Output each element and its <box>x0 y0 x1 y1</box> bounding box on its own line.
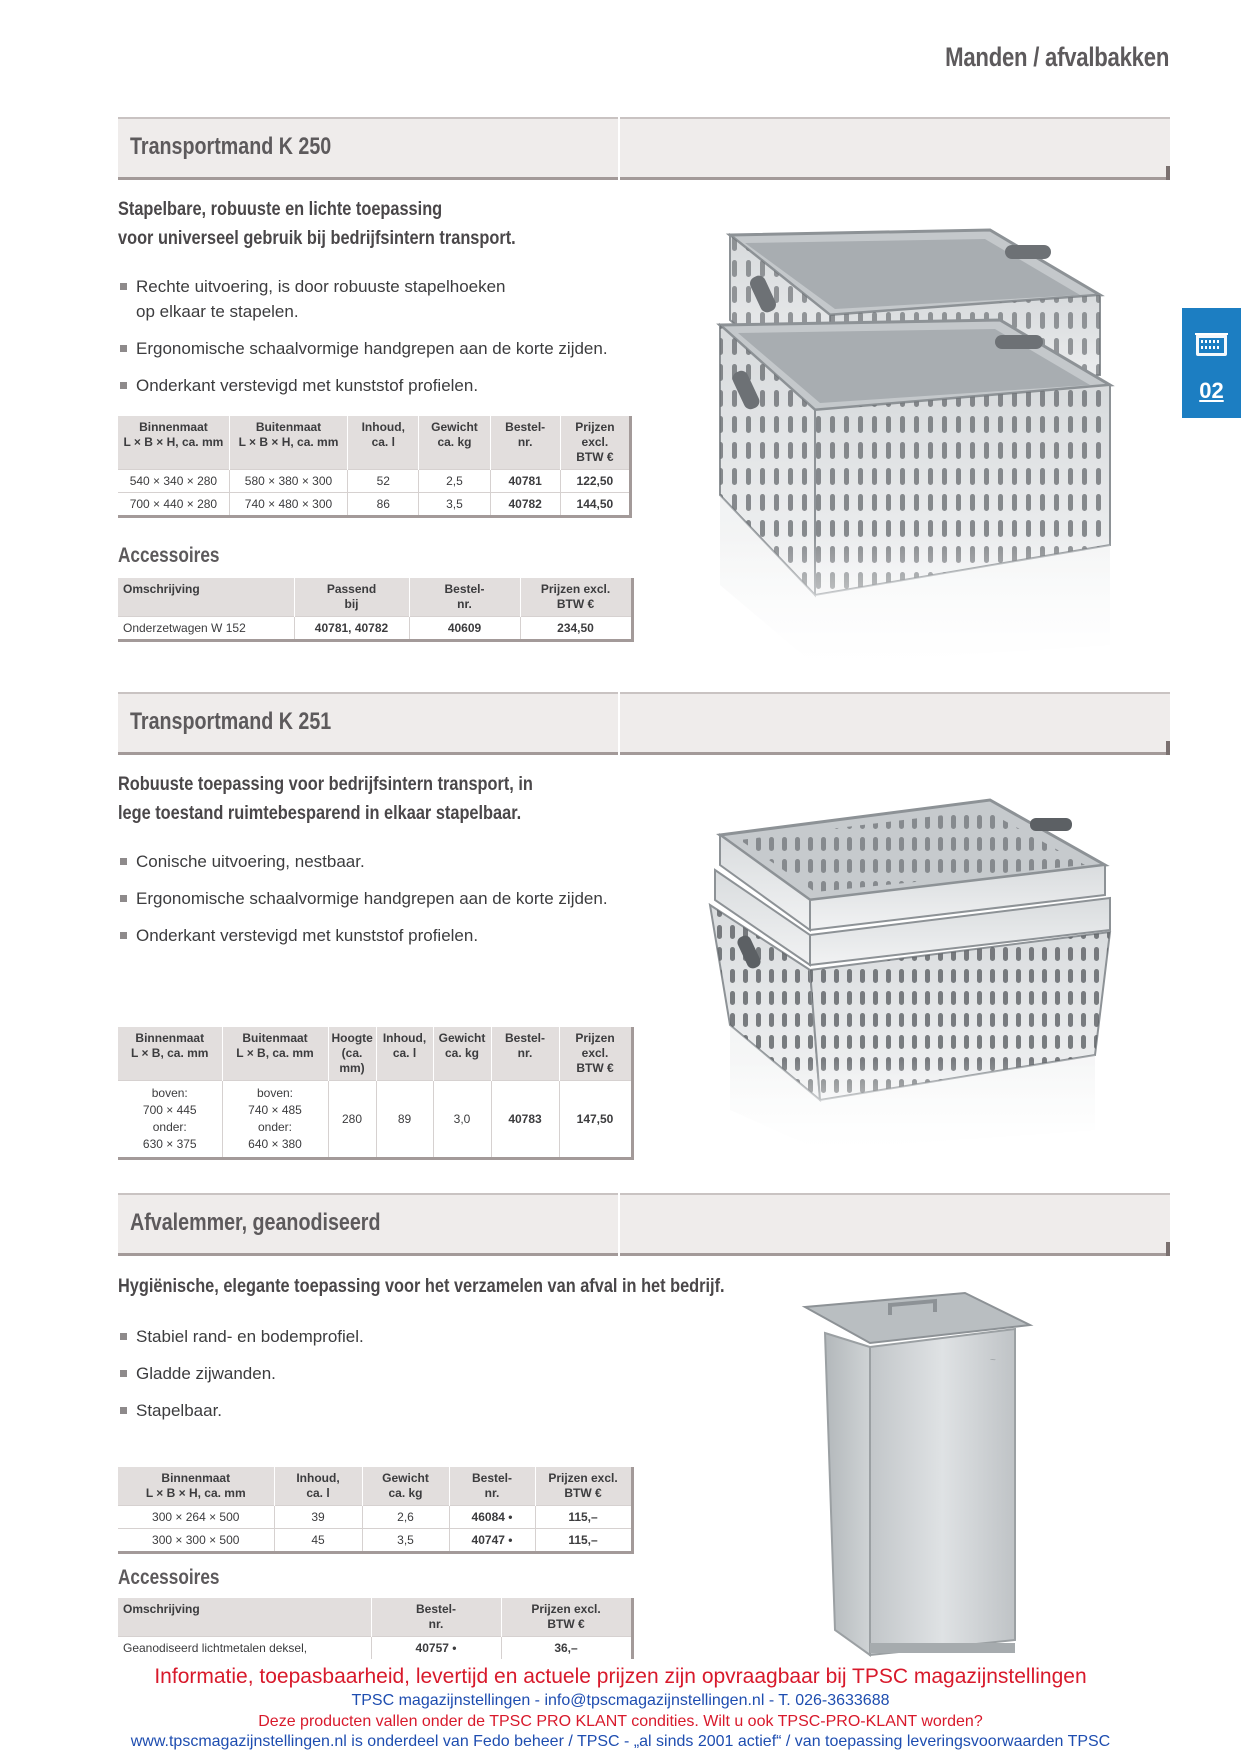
section-intro: Hygiënische, elegante toepassing voor het verzamelen van afval in het bedrijf. <box>118 1276 725 1297</box>
basket-icon <box>1193 328 1230 362</box>
feature-list <box>118 274 608 410</box>
table-row: Onderzetwagen W 152 40781, 40782 40609 234,50 <box>118 617 632 641</box>
col-header: Hoogte (ca. mm) <box>328 1027 376 1081</box>
accessories-heading: Accessoires <box>118 1566 220 1589</box>
col-header: Prijzen excl. BTW € <box>520 578 632 617</box>
feature-item: Ergonomische schaalvormige handgrepen aan de korte zijden. <box>118 336 608 361</box>
col-header: Bestel- nr. <box>409 578 520 617</box>
spec-table-afvalemmer <box>118 1467 634 1554</box>
table-row: boven: 700 × 445 onder: 630 × 375 boven: 740 × 485 onder: 640 × 380 280 89 3,0 40783 147,50 <box>118 1081 632 1159</box>
table-row: Geanodiseerd lichtmetalen deksel, 40757 • 36,– <box>118 1637 632 1660</box>
col-header: Prijzen excl. BTW € <box>560 416 630 470</box>
footer-contact-line[interactable]: TPSC magazijnstellingen - info@tpscmagazijnstellingen.nl - T. 026-3633688 <box>351 1692 890 1709</box>
section-title: Afvalemmer, geanodiseerd <box>130 1209 381 1236</box>
col-header: Inhoud, ca. l <box>376 1027 433 1081</box>
col-header: Binnenmaat L × B, ca. mm <box>118 1027 222 1081</box>
col-header: Gewicht ca. kg <box>419 416 490 470</box>
table-row: 700 × 440 × 280 740 × 480 × 300 86 3,5 40782 144,50 <box>118 493 631 517</box>
feature-item: Stabiel rand- en bodemprofiel. <box>118 1324 364 1349</box>
col-header: Bestel- nr. <box>371 1598 501 1637</box>
feature-item: op elkaar te stapelen. <box>136 302 299 321</box>
waste-bin-image <box>800 1285 1050 1665</box>
table-header-row <box>118 578 632 617</box>
feature-list <box>118 1324 364 1435</box>
table-row: 300 × 300 × 500 45 3,5 40747 • 115,– <box>118 1529 632 1553</box>
col-header: Passend bij <box>294 578 409 617</box>
page-title: Manden / afvalbakken <box>945 42 1169 72</box>
spec-table-k250 <box>118 416 632 518</box>
col-header: Binnenmaat L × B × H, ca. mm <box>118 1467 274 1506</box>
table-header-row <box>118 1467 632 1506</box>
section-header-k250 <box>118 117 1170 180</box>
footer-info-line: Informatie, toepasbaarheid, levertijd en actuele prijzen zijn opvraagbaar bij TPSC magazijnstellingen <box>154 1665 1087 1688</box>
feature-list <box>118 849 608 960</box>
transport-basket-k251-image <box>700 790 1120 1150</box>
col-header: Prijzen excl. BTW € <box>535 1467 632 1506</box>
feature-item: Onderkant verstevigd met kunststof profielen. <box>118 373 608 398</box>
chapter-number: 02 <box>1199 378 1224 403</box>
col-header: Prijzen excl. BTW € <box>501 1598 632 1637</box>
accessories-table-k250 <box>118 578 634 642</box>
col-header: Bestel- nr. <box>449 1467 535 1506</box>
section-title: Transportmand K 251 <box>130 708 332 735</box>
col-header: Prijzen excl. BTW € <box>559 1027 632 1081</box>
table-header-row <box>118 1027 632 1081</box>
section-title: Transportmand K 250 <box>130 133 332 160</box>
col-header: Binnenmaat L × B × H, ca. mm <box>118 416 229 470</box>
feature-item: Gladde zijwanden. <box>118 1361 364 1386</box>
accessories-table-afvalemmer <box>118 1598 634 1659</box>
table-header-row <box>118 1598 632 1637</box>
footer-pro-klant-line: Deze producten vallen onder de TPSC PRO KLANT condities. Wilt u ook TPSC-PRO-KLANT worden? <box>258 1713 983 1730</box>
section-header-k251 <box>118 692 1170 755</box>
table-header-row <box>118 416 631 470</box>
col-header: Bestel- nr. <box>491 1027 559 1081</box>
table-row: 300 × 264 × 500 39 2,6 46084 • 115,– <box>118 1506 632 1529</box>
feature-item: Conische uitvoering, nestbaar. <box>118 849 608 874</box>
table-row: 540 × 340 × 280 580 × 380 × 300 52 2,5 40781 122,50 <box>118 470 631 493</box>
feature-item: Stapelbaar. <box>118 1398 364 1423</box>
col-header: Omschrijving <box>118 1598 371 1637</box>
section-intro: Robuuste toepassing voor bedrijfsintern transport, in lege toestand ruimtebesparend in elkaar stapelbaar. <box>118 774 533 824</box>
spec-table-k251 <box>118 1027 634 1160</box>
footer-website-line[interactable]: www.tpscmagazijnstellingen.nl is onderdeel van Fedo beheer / TPSC - „al sinds 2001 actief“ / van toepassing leveringsvoorwaarden TPSC <box>130 1733 1111 1750</box>
feature-item: Ergonomische schaalvormige handgrepen aan de korte zijden. <box>118 886 608 911</box>
feature-item: Onderkant verstevigd met kunststof profielen. <box>118 923 608 948</box>
col-header: Omschrijving <box>118 578 294 617</box>
bin-logo-mark: ~ <box>990 1355 996 1366</box>
col-header: Buitenmaat L × B, ca. mm <box>222 1027 328 1081</box>
section-intro: Stapelbare, robuuste en lichte toepassing voor universeel gebruik bij bedrijfsintern transport. <box>118 199 516 249</box>
transport-basket-k250-image <box>700 205 1120 665</box>
col-header: Inhoud, ca. l <box>274 1467 362 1506</box>
col-header: Gewicht ca. kg <box>362 1467 449 1506</box>
chapter-tab[interactable] <box>1182 308 1241 418</box>
col-header: Bestel- nr. <box>490 416 560 470</box>
col-header: Inhoud, ca. l <box>348 416 419 470</box>
section-header-afvalemmer <box>118 1193 1170 1256</box>
accessories-heading: Accessoires <box>118 544 220 567</box>
feature-item: Rechte uitvoering, is door robuuste stapelhoeken <box>118 274 608 299</box>
col-header: Gewicht ca. kg <box>433 1027 491 1081</box>
col-header: Buitenmaat L × B × H, ca. mm <box>229 416 347 470</box>
